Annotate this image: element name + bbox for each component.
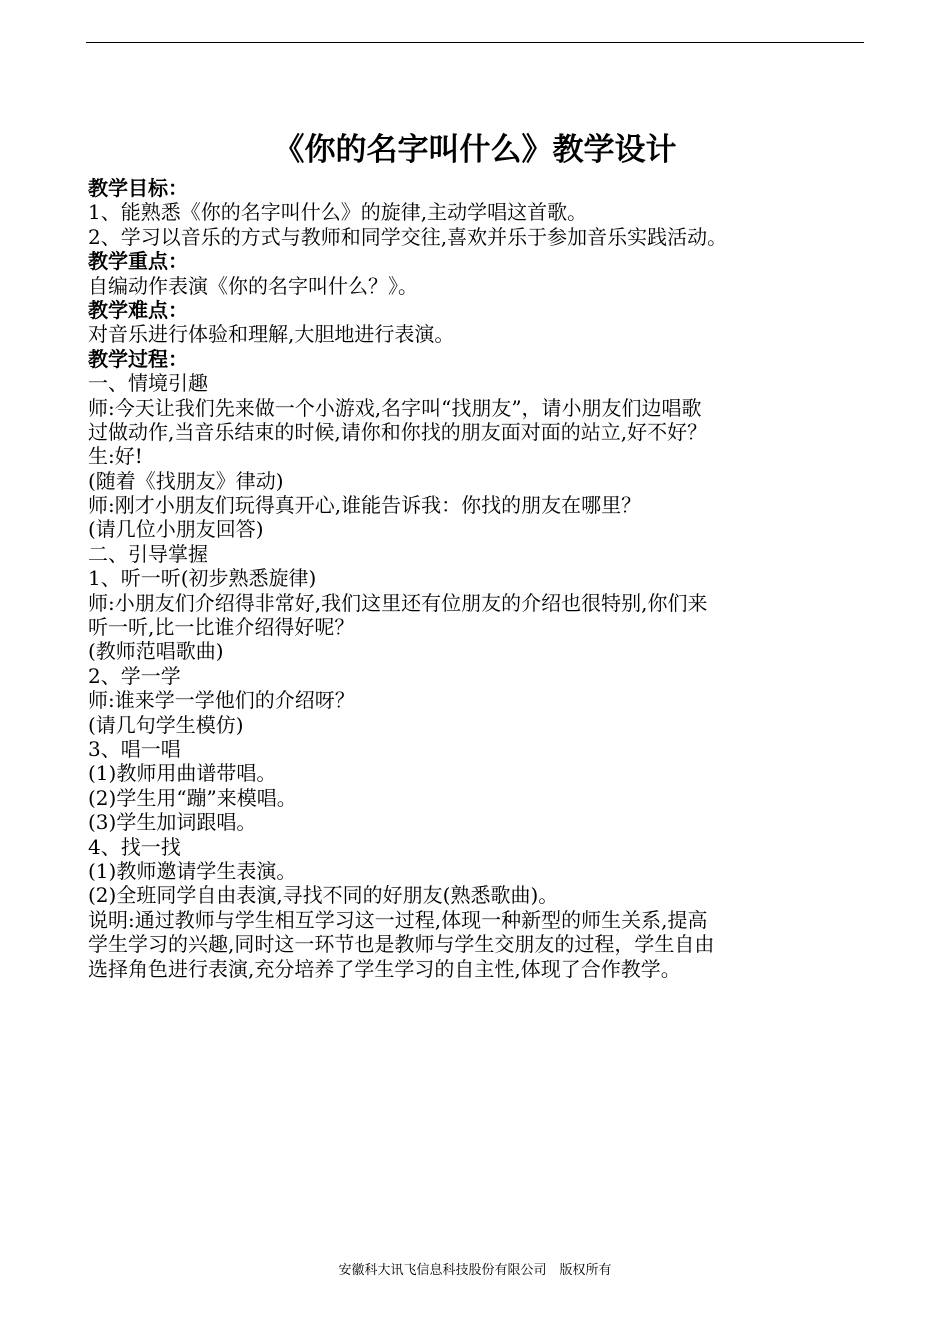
body-line: 选择角色进行表演,充分培养了学生学习的自主性,体现了合作教学。 <box>88 956 681 981</box>
body-line: 4、找一找 <box>88 834 181 859</box>
body-line: (请几位小朋友回答) <box>88 517 264 542</box>
header-rule <box>86 42 864 43</box>
section-heading-key-points: 教学重点： <box>88 249 188 274</box>
body-line: 师:今天让我们先来做一个小游戏,名字叫“找朋友”，请小朋友们边唱歌 <box>88 395 702 420</box>
document-body <box>88 176 868 981</box>
body-line: 2、学一学 <box>88 663 181 688</box>
body-line: 一、情境引趣 <box>88 371 208 396</box>
body-line: 自编动作表演《你的名字叫什么？》。 <box>88 273 418 298</box>
body-line: 二、引导掌握 <box>88 541 208 566</box>
page-footer: 安徽科大讯飞信息科技股份有限公司 版权所有 <box>338 1263 612 1278</box>
body-line: (随着《找朋友》律动) <box>88 468 284 493</box>
body-line: 师:小朋友们介绍得非常好,我们这里还有位朋友的介绍也很特别,你们来 <box>88 590 708 615</box>
body-line: 1、能熟悉《你的名字叫什么》的旋律,主动学唱这首歌。 <box>88 200 588 225</box>
body-line: 2、学习以音乐的方式与教师和同学交往,喜欢并乐于参加音乐实践活动。 <box>88 224 728 249</box>
body-line: (1)教师用曲谱带唱。 <box>88 761 277 786</box>
body-line: 对音乐进行体验和理解,大胆地进行表演。 <box>88 322 455 347</box>
body-line: 过做动作,当音乐结束的时候,请你和你找的朋友面对面的站立,好不好？ <box>88 419 708 444</box>
body-line: 师:刚才小朋友们玩得真开心,谁能告诉我：你找的朋友在哪里？ <box>88 493 642 518</box>
body-line: 听一听,比一比谁介绍得好呢？ <box>88 615 355 640</box>
body-line: (2)全班同学自由表演,寻找不同的好朋友(熟悉歌曲)。 <box>88 883 559 908</box>
body-line: 说明:通过教师与学生相互学习这一过程,体现一种新型的师生关系,提高 <box>88 907 708 932</box>
body-line: (3)学生加词跟唱。 <box>88 810 257 835</box>
section-heading-objectives: 教学目标： <box>88 176 188 200</box>
body-line: (请几句学生模仿) <box>88 712 244 737</box>
body-line: 学生学习的兴趣,同时这一环节也是教师与学生交朋友的过程，学生自由 <box>88 932 715 957</box>
body-line: 师:谁来学一学他们的介绍呀？ <box>88 688 355 713</box>
body-line: (1)教师邀请学生表演。 <box>88 858 297 883</box>
body-line: 生:好! <box>88 444 143 469</box>
body-line: 3、唱一唱 <box>88 736 181 761</box>
body-line: (教师范唱歌曲) <box>88 639 224 664</box>
section-heading-process: 教学过程： <box>88 346 188 371</box>
body-line: 1、听一听(初步熟悉旋律) <box>88 566 317 591</box>
body-line: (2)学生用“蹦”来模唱。 <box>88 785 297 810</box>
document-title: 《你的名字叫什么》教学设计 <box>273 132 677 168</box>
section-heading-difficulties: 教学难点： <box>88 297 188 322</box>
